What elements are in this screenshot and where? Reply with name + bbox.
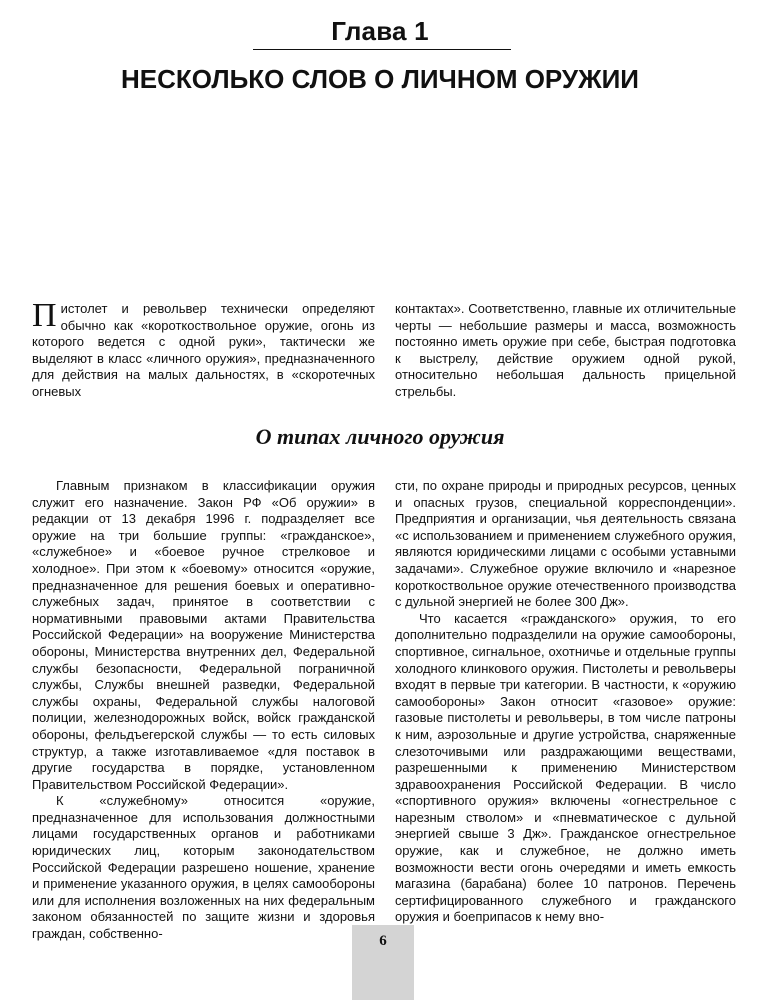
intro-right-text: контактах». Соответственно, главные их отличительные черты — небольшие размеры и масса, возможность постоянно иметь оружие при себе, быстрая подготовка к выстрелу, действие оружием одной рукой, относительно небольшая дальность прицельной стрельбы. [395, 301, 736, 399]
intro-left-column [32, 297, 375, 401]
chapter-label: Глава 1 [331, 16, 429, 46]
drop-cap: П [32, 297, 57, 334]
body-paragraph: сти, по охране природы и природных ресурсов, ценных и опасных грузов, специальной корреспонденции». Предприятия и организации, чья деятельность связана «с использованием и применением служебного оружия, являются юридическими лицами с особыми уставными задачами». Служебное оружие включило и «нарезное короткоствольное оружие отечественного производства с дульной энергией не более 300 Дж». [395, 478, 736, 610]
page-number-box [352, 925, 414, 1000]
intro-right-column [395, 301, 736, 401]
body-paragraph: Главным признаком в классификации оружия служит его назначение. Закон РФ «Об оружии» в редакции от 13 декабря 1996 г. подразделяет все оружие на три большие группы: «гражданское», «служебное» и «боевое ручное стрелковое и холодное». При этом к «боевому» относится «оружие, предназначенное для решения боевых и оперативно-служебных задач, принятое в соответствии с нормативными правовыми актами Правительства Российской Федерации» на вооружение Министерства обороны, Министерства внутренних дел, Федеральной службы безопасности, Федеральной пограничной службы, Службы внешней разведки, Федеральной службы охраны, Федеральной службы налоговой полиции, железнодорожных войск, войск гражданской обороны, фельдъегерской службы — то есть силовых структур, а также изготавливаемое «для поставок в другие государства в порядке, установленном Правительством Российской Федерации». [32, 478, 375, 792]
page-number: 6 [379, 933, 387, 949]
body-right-column [395, 478, 736, 926]
chapter-divider [253, 49, 511, 50]
body-paragraph: К «служебному» относится «оружие, предназначенное для использования должностными лицами государственных органов и работниками юридических лиц, которым законодательством Российской Федерации разрешено ношение, хранение и применение указанного оружия, в целях самообороны или для исполнения возложенных на них федеральным законом обязанностей по защите жизни и здоровья граждан, собственно- [32, 793, 375, 942]
intro-left-text: истолет и револьвер технически определяют обычно как «короткоствольное оружие, огонь из которого ведется с одной руки», тактически же выделяют в класс «личного оружия», предназначенного для действия на малых дальностях, в «скоротечных огневых [32, 301, 375, 399]
body-paragraph: Что касается «гражданского» оружия, то его дополнительно подразделили на оружие самообороны, спортивное, сигнальное, охотничье и отдельные группы холодного клинкового оружия. Пистолеты и револьверы входят в первые три категории. В частности, к «оружию самообороны» Закон относит «газовое» оружие: газовые пистолеты и револьверы, в том числе патроны к ним, аэрозольные и другие устройства, снаряженные слезоточивыми или раздражающими веществами, разрешенными к применению Министерством здравоохранения Российской Федерации. В число «спортивного оружия» включены «огнестрельное с нарезным стволом» и «пневматическое с дульной энергией свыше 3 Дж». Гражданское огнестрельное оружие, как и служебное, не должно иметь возможности вести огонь очередями и иметь емкость магазина (барабана) более 10 патронов. Перечень сертифицированного служебного и гражданского оружия и боеприпасов к нему вно- [395, 610, 736, 925]
chapter-title: НЕСКОЛЬКО СЛОВ О ЛИЧНОМ ОРУЖИИ [121, 64, 639, 94]
intro-paragraph [32, 297, 375, 401]
body-left-column [32, 478, 375, 943]
section-heading: О типах личного оружия [255, 424, 505, 449]
